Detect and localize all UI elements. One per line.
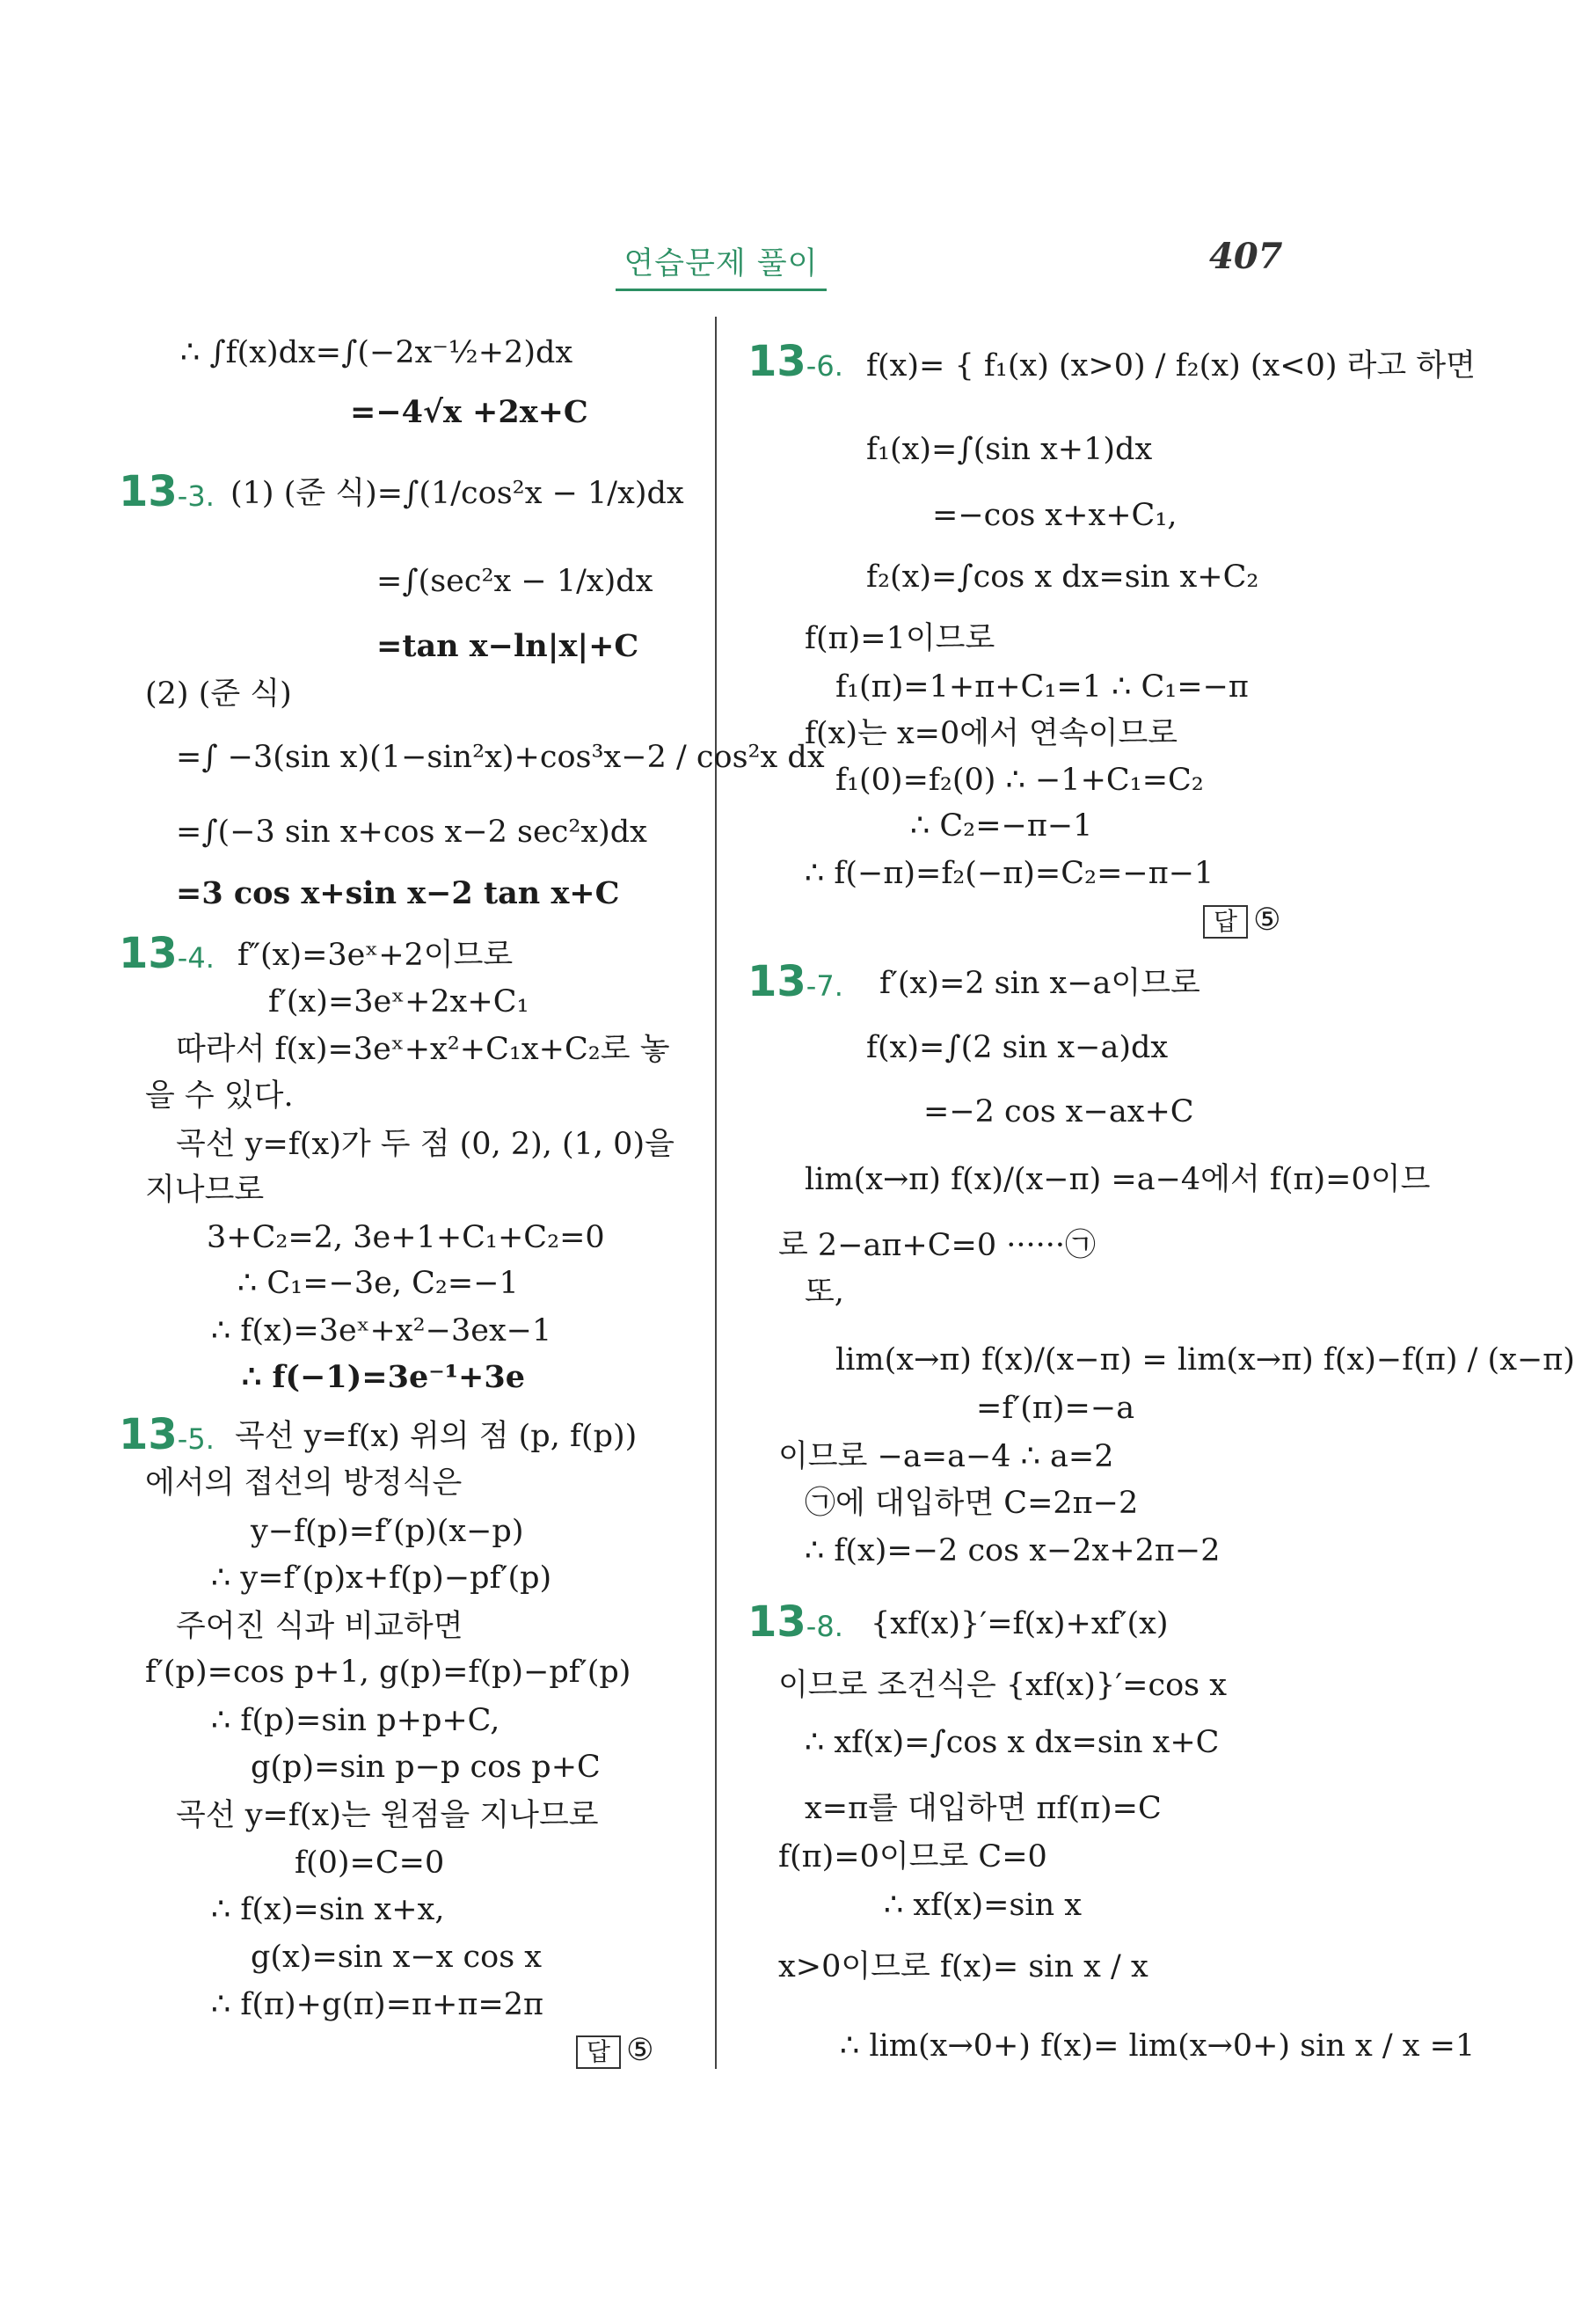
column-divider <box>715 317 717 2069</box>
left-solution-line: g(x)=sin x−x cos x <box>251 1940 543 1975</box>
left-solution-line: 곡선 y=f(x)는 원점을 지나므로 <box>176 1798 599 1833</box>
left-solution-line: 지나므로 <box>145 1173 265 1208</box>
right-solution-line: 이므로 조건식은 {xf(x)}′=cos x <box>778 1668 1227 1703</box>
left-solution-line: f(0)=C=0 <box>295 1845 445 1881</box>
left-solution-line: 따라서 f(x)=3eˣ+x²+C₁x+C₂로 놓 <box>176 1032 670 1067</box>
problem-number <box>119 469 215 515</box>
answer-value: ⑤ <box>1253 903 1281 938</box>
left-solution-line: 3+C₂=2, 3e+1+C₁+C₂=0 <box>207 1220 605 1255</box>
answer-mark <box>1203 902 1280 939</box>
right-solution-line: ∴ lim(x→0+) f(x)= lim(x→0+) sin x / x =1 <box>840 2028 1476 2064</box>
left-solution-line: ∴ C₁=−3e, C₂=−1 <box>237 1266 519 1301</box>
page-header-title: 연습문제 풀이 <box>616 239 827 291</box>
right-solution-line: f(x)= { f₁(x) (x>0) / f₂(x) (x<0) 라고 하면 <box>866 348 1476 384</box>
left-solution-line: =∫(−3 sin x+cos x−2 sec²x)dx <box>176 815 647 850</box>
right-solution-line: ∴ xf(x)=sin x <box>884 1888 1083 1923</box>
answer-mark <box>576 2032 653 2069</box>
right-solution-line: ㉠에 대입하면 C=2π−2 <box>805 1486 1139 1521</box>
problem-number-main: 13 <box>119 1410 178 1459</box>
answer-label-box: 답 <box>576 2035 621 2069</box>
left-solution-line: y−f(p)=f′(p)(x−p) <box>251 1514 524 1549</box>
right-solution-line: x>0이므로 f(x)= sin x / x <box>778 1949 1148 1984</box>
problem-number-suffix: -6. <box>806 349 843 383</box>
problem-number <box>119 1412 215 1458</box>
right-solution-line: =f′(π)=−a <box>976 1391 1135 1426</box>
problem-number <box>747 339 843 385</box>
left-solution-line: =3 cos x+sin x−2 tan x+C <box>176 875 620 911</box>
left-solution-line: (1) (준 식)=∫(1/cos²x − 1/x)dx <box>230 476 684 511</box>
left-solution-line: ∴ f(x)=3eˣ+x²−3ex−1 <box>211 1313 552 1348</box>
left-solution-line: f′(x)=3eˣ+2x+C₁ <box>268 984 529 1019</box>
right-solution-line: lim(x→π) f(x)/(x−π) =a−4에서 f(π)=0이므 <box>805 1162 1431 1197</box>
problem-number-main: 13 <box>119 467 178 516</box>
left-solution-line: ∴ y=f′(p)x+f(p)−pf′(p) <box>211 1560 552 1596</box>
problem-number-suffix: -4. <box>177 941 215 975</box>
right-solution-line: f(x)=∫(2 sin x−a)dx <box>866 1030 1169 1065</box>
right-solution-line: f(x)는 x=0에서 연속이므로 <box>805 716 1178 751</box>
left-solution-line: 곡선 y=f(x)가 두 점 (0, 2), (1, 0)을 <box>176 1127 674 1162</box>
right-solution-line: =−cos x+x+C₁, <box>932 498 1178 533</box>
left-solution-line: g(p)=sin p−p cos p+C <box>251 1750 601 1785</box>
right-solution-line: f₁(0)=f₂(0) ∴ −1+C₁=C₂ <box>835 763 1204 798</box>
right-solution-line: f₁(x)=∫(sin x+1)dx <box>866 432 1153 467</box>
right-solution-line: f′(x)=2 sin x−a이므로 <box>879 966 1200 1001</box>
left-solution-line: ∴ f(π)+g(π)=π+π=2π <box>211 1987 543 2022</box>
problem-number-main: 13 <box>747 1597 806 1647</box>
problem-number-main: 13 <box>119 929 178 978</box>
left-solution-line: ∴ f(p)=sin p+p+C, <box>211 1703 500 1738</box>
right-solution-line: 또, <box>805 1275 844 1310</box>
right-solution-line: ∴ C₂=−π−1 <box>910 808 1093 844</box>
problem-number-suffix: -7. <box>806 969 843 1003</box>
left-solution-line: =−4√x +2x+C <box>350 394 588 430</box>
left-solution-line: ∴ f(x)=sin x+x, <box>211 1892 445 1927</box>
problem-number-main: 13 <box>747 957 806 1006</box>
right-solution-line: f₁(π)=1+π+C₁=1 ∴ C₁=−π <box>835 669 1249 705</box>
answer-label-box: 답 <box>1203 905 1248 939</box>
right-solution-line: ∴ xf(x)=∫cos x dx=sin x+C <box>805 1725 1220 1760</box>
page-number: 407 <box>1209 236 1283 277</box>
right-solution-line: lim(x→π) f(x)/(x−π) = lim(x→π) f(x)−f(π) / (x−π) <box>835 1342 1575 1378</box>
left-solution-line: =tan x−ln|x|+C <box>376 628 639 664</box>
left-solution-line: 을 수 있다. <box>145 1078 294 1114</box>
right-solution-line: ∴ f(x)=−2 cos x−2x+2π−2 <box>805 1533 1221 1568</box>
problem-number-suffix: -5. <box>177 1422 215 1456</box>
right-solution-line: =−2 cos x−ax+C <box>923 1094 1194 1129</box>
problem-number <box>119 931 215 977</box>
problem-number-suffix: -8. <box>806 1610 843 1643</box>
problem-number <box>747 959 843 1005</box>
right-solution-line: f(π)=0이므로 C=0 <box>778 1839 1047 1875</box>
right-solution-line: f(π)=1이므로 <box>805 621 995 656</box>
left-solution-line: =∫(sec²x − 1/x)dx <box>376 564 653 599</box>
right-solution-line: f₂(x)=∫cos x dx=sin x+C₂ <box>866 559 1259 595</box>
left-solution-line: ∴ ∫f(x)dx=∫(−2x⁻½+2)dx <box>180 335 573 370</box>
right-solution-line: 이므로 −a=a−4 ∴ a=2 <box>778 1439 1114 1474</box>
problem-number-suffix: -3. <box>177 479 215 513</box>
left-solution-line: f′(p)=cos p+1, g(p)=f(p)−pf′(p) <box>145 1655 631 1690</box>
problem-number <box>747 1599 843 1646</box>
left-solution-line: 주어진 식과 비교하면 <box>176 1609 463 1644</box>
left-solution-line: =∫ −3(sin x)(1−sin²x)+cos³x−2 / cos²x dx <box>176 740 825 775</box>
left-solution-line: 곡선 y=f(x) 위의 점 (p, f(p)) <box>235 1419 638 1454</box>
left-solution-line: (2) (준 식) <box>145 676 292 712</box>
left-solution-line: 에서의 접선의 방정식은 <box>145 1465 463 1501</box>
left-solution-line: f″(x)=3eˣ+2이므로 <box>237 938 514 973</box>
left-solution-line: ∴ f(−1)=3e⁻¹+3e <box>242 1359 526 1395</box>
right-solution-line: x=π를 대입하면 πf(π)=C <box>805 1791 1162 1826</box>
right-solution-line: ∴ f(−π)=f₂(−π)=C₂=−π−1 <box>805 856 1214 891</box>
problem-number-main: 13 <box>747 337 806 386</box>
right-solution-line: {xf(x)}′=f(x)+xf′(x) <box>871 1606 1169 1641</box>
answer-value: ⑤ <box>626 2033 654 2068</box>
right-solution-line: 로 2−aπ+C=0 ······㉠ <box>778 1228 1096 1263</box>
